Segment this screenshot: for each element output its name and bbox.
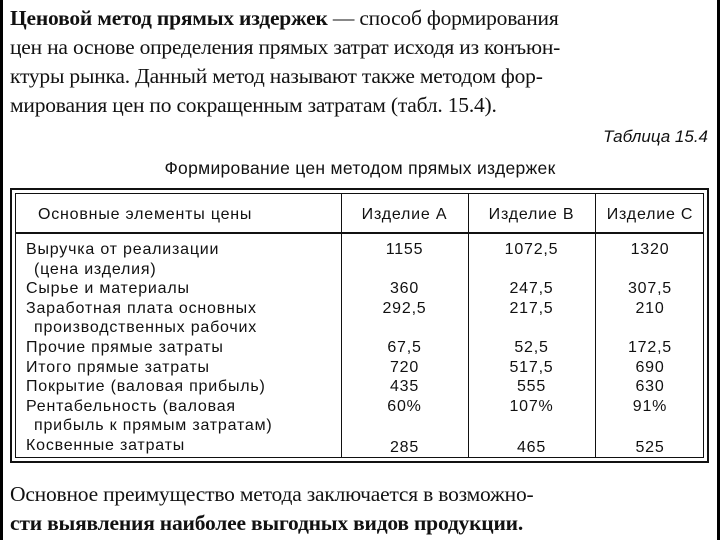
price-table-inner — [15, 193, 704, 458]
conclusion-line-2: сти выявления наиболее выгодных видов продукции. — [10, 511, 524, 535]
value-b: 52,5 — [514, 338, 549, 356]
table-row — [16, 240, 703, 279]
value-c: 525 — [635, 438, 665, 456]
row-label-cont: производственных рабочих — [34, 319, 258, 337]
value-c: 630 — [635, 378, 665, 396]
value-b: 465 — [516, 438, 547, 456]
intro-line-3: ктуры рынка. Данный метод называют также методом фор- — [10, 64, 543, 88]
table-row — [16, 377, 703, 397]
row-label: Косвенные затраты — [26, 436, 186, 454]
value-b: 107% — [509, 397, 554, 415]
table-row — [16, 436, 703, 456]
row-label-cont: прибыль к прямым затратам) — [34, 417, 273, 435]
value-c: 91% — [632, 397, 668, 415]
value-a: 435 — [389, 378, 420, 396]
table-row — [16, 299, 703, 338]
value-b: 555 — [516, 378, 547, 396]
conclusion-paragraph — [10, 480, 710, 538]
price-table — [10, 188, 709, 463]
value-c: 690 — [635, 358, 665, 376]
value-c: 307,5 — [627, 280, 673, 298]
table-body — [16, 240, 703, 456]
table-row — [16, 279, 703, 299]
row-label: Покрытие (валовая прибыль) — [26, 378, 266, 396]
value-a: 67,5 — [387, 338, 422, 356]
row-label: Сырье и материалы — [26, 280, 190, 298]
intro-line-2: цен на основе определения прямых затрат исходя из конъюн- — [10, 35, 561, 59]
bold-term: Ценовой метод прямых издержек — [10, 6, 328, 30]
header-divider — [16, 232, 703, 234]
header-elements: Основные элементы цены — [38, 206, 253, 223]
table-row — [16, 397, 703, 436]
value-b: 517,5 — [509, 358, 554, 376]
header-product-a: Изделие А — [361, 206, 448, 223]
value-a: 60% — [387, 397, 422, 415]
row-label: Прочие прямые затраты — [26, 338, 224, 356]
row-label: Итого прямые затраты — [26, 358, 210, 376]
row-label-cont: (цена изделия) — [34, 260, 157, 278]
table-title: Формирование цен методом прямых издержек — [164, 158, 556, 178]
value-a: 720 — [389, 358, 420, 376]
value-a: 285 — [389, 438, 420, 456]
intro-line-4: мирования цен по сокращенным затратам (табл. 15.4). — [10, 93, 497, 117]
value-b: 217,5 — [509, 299, 554, 317]
intro-paragraph — [10, 4, 710, 120]
table-row — [16, 338, 703, 358]
intro-line-1-rest: — способ формирования — [327, 6, 559, 30]
value-c: 210 — [635, 299, 665, 317]
value-b: 1072,5 — [504, 241, 559, 258]
value-a: 292,5 — [382, 299, 427, 317]
value-c: 172,5 — [627, 338, 673, 356]
page-edge-left — [0, 0, 3, 540]
header-product-c: Изделие С — [606, 206, 694, 223]
header-product-b: Изделие В — [488, 206, 575, 223]
value-a: 1155 — [385, 241, 424, 258]
table-number: Таблица 15.4 — [603, 127, 708, 146]
conclusion-line-1: Основное преимущество метода заключается в возможно- — [10, 482, 534, 506]
row-label: Рентабельность (валовая — [26, 397, 236, 415]
table-row — [16, 358, 703, 378]
intro-line-1 — [10, 4, 710, 33]
value-c: 1320 — [630, 241, 670, 258]
value-b: 247,5 — [509, 280, 554, 298]
value-a: 360 — [389, 280, 420, 298]
row-label: Выручка от реализации — [26, 241, 220, 258]
row-label: Заработная плата основных — [26, 299, 257, 317]
